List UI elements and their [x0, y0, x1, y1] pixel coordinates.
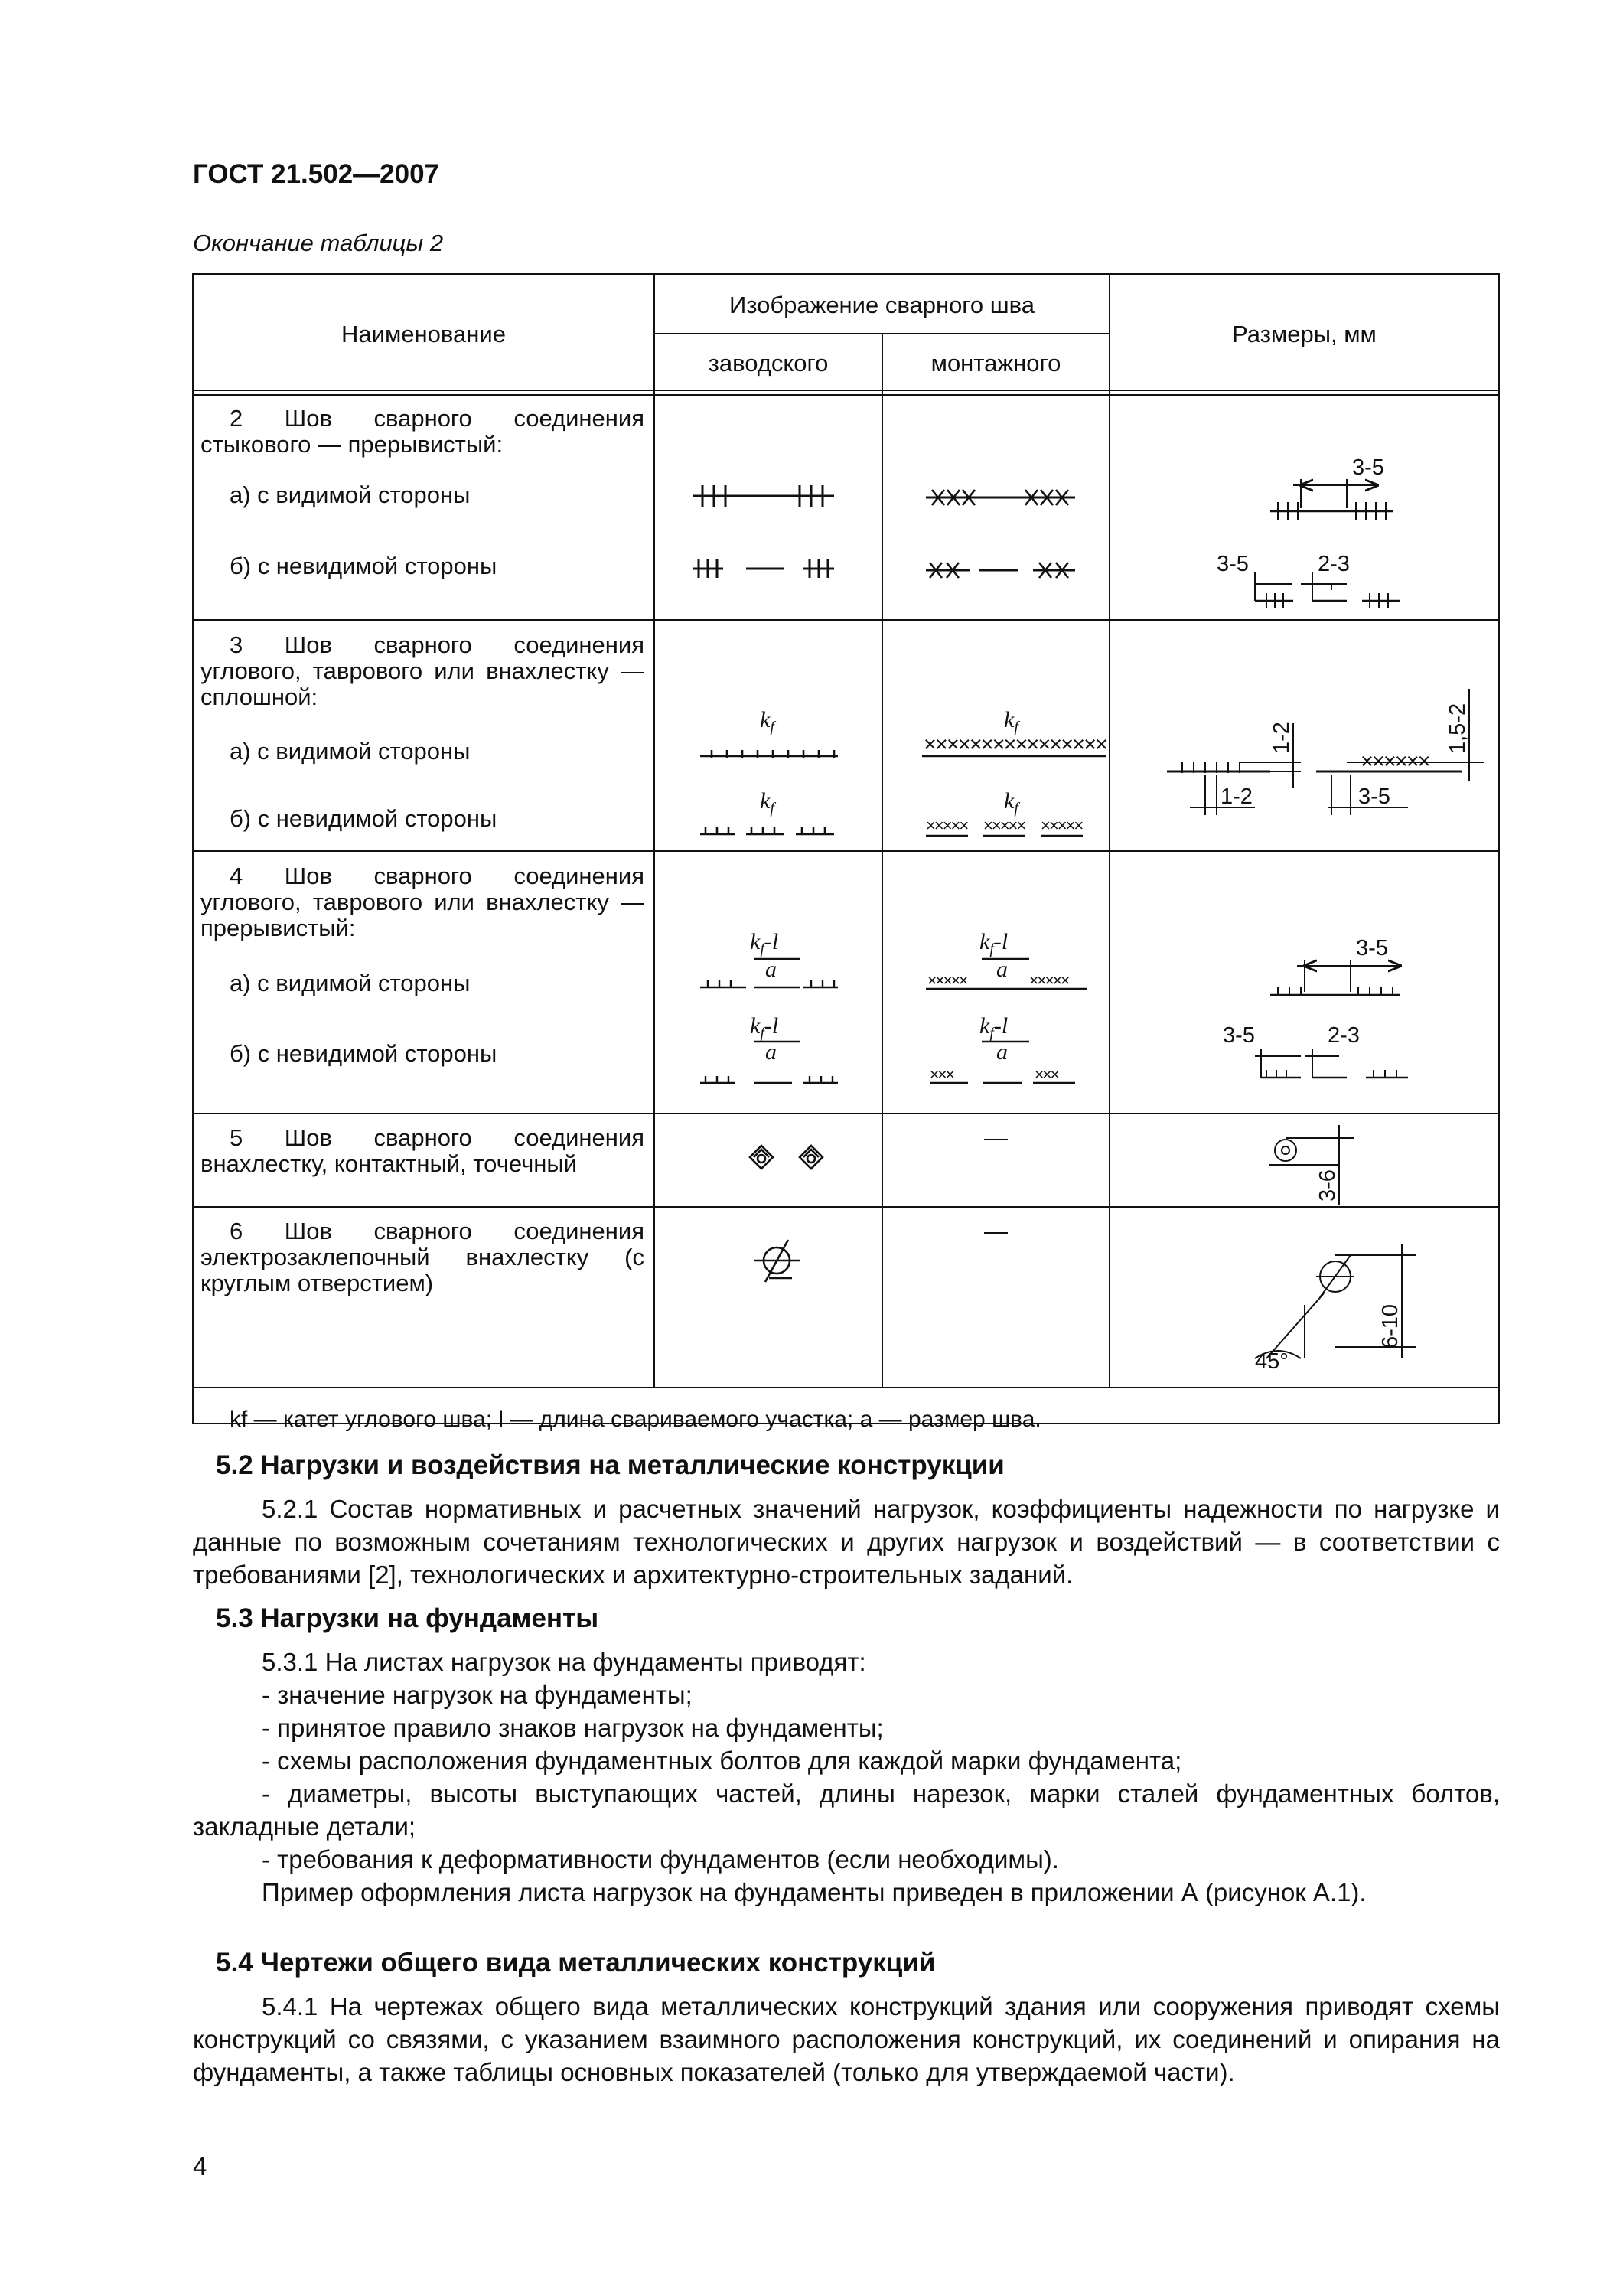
row6-mounting: — — [984, 1218, 1008, 1244]
r4-dim-1: 3-5 — [1223, 1023, 1255, 1048]
r6-dim-1: 45° — [1255, 1349, 1289, 1374]
row3-b: б) с невидимой стороны — [230, 805, 497, 832]
r3-kf-factory-b: $k_f$ — [760, 788, 774, 817]
r4-a-factory-a: a — [765, 957, 777, 982]
list-item: - принятое правило знаков нагрузок на фундаменты; — [262, 1714, 884, 1742]
r3-dim-3: 3-5 — [1358, 784, 1390, 809]
row4-b: б) с невидимой стороны — [230, 1040, 497, 1067]
row6-title: 6 Шов сварного соединения электрозаклепочный внахлестку (с круглым отверстием) — [200, 1218, 644, 1296]
row2-dim-labels — [1217, 455, 1384, 576]
list-item: - диаметры, высоты выступающих частей, длины нарезок, марки сталей фундаментных болтов, закладные детали; — [193, 1779, 1500, 1841]
r3-dim-1: 1,5-2 — [1445, 703, 1470, 754]
row4-dims — [1255, 960, 1408, 1078]
svg-text:×××××: ××××× — [983, 816, 1025, 835]
row3-dims — [1167, 689, 1484, 815]
document-header: ГОСТ 21.502—2007 — [193, 159, 440, 189]
r2-dim-2: 2-3 — [1318, 552, 1350, 576]
section-5-2-title: 5.2 Нагрузки и воздействия на металлические конструкции — [216, 1450, 1005, 1480]
svg-text:×××××: ××××× — [926, 816, 968, 835]
table-footnote: kf — катет углового шва; l — длина свариваемого участка; a — размер шва. — [230, 1407, 1041, 1432]
r3-dim-xs: ×××××× — [1361, 749, 1429, 774]
row4-kf-fractions — [750, 929, 1008, 1065]
row2-b: б) с невидимой стороны — [230, 553, 497, 579]
section-5-4-title: 5.4 Чертежи общего вида металлических конструкций — [216, 1948, 936, 1978]
list-item: - требования к деформативности фундаментов (если необходимы). — [262, 1845, 1059, 1874]
col-image-header: Изображение сварного шва — [728, 292, 1035, 318]
r3-kf-labels — [760, 707, 1020, 817]
r4-a-factory-b: a — [765, 1039, 777, 1065]
paragraph-5-4-1: 5.4.1 На чертежах общего вида металлических конструкций здания или сооружения приводят схемы конструкций со связями, с указанием взаимного расположения конструкций, их соединений и опирания на фундаменты, а также таблицы основных показателей (только для утверждаемой части). — [193, 1992, 1500, 2086]
r4-frac-mount-a: $k_f-l$ — [979, 929, 1009, 957]
r4-frac-factory-a: $k_f-l$ — [750, 929, 779, 957]
paragraph-5-2-1: 5.2.1 Состав нормативных и расчетных значений нагрузок, коэффициенты надежности по нагрузке и данные по возможным сочетаниям технологических и других нагрузок и воздействий — в соответствии с требованиями [2], технологических и архитектурно-строительных заданий. — [193, 1495, 1500, 1589]
row5-dims — [1269, 1125, 1354, 1205]
r3-dim-2: 1-2 — [1221, 784, 1253, 809]
row2-a: а) с видимой стороны — [230, 481, 471, 508]
r4-a-mount-a: a — [996, 957, 1008, 982]
svg-text:×××: ××× — [930, 1066, 953, 1084]
row6-dim-labels — [1255, 1304, 1403, 1374]
r6-dim-0: 6-10 — [1378, 1303, 1403, 1349]
svg-text:×××××: ××××× — [1029, 972, 1069, 990]
row5-spot-symbols — [750, 1146, 823, 1169]
r4-dim-0: 3-5 — [1356, 936, 1388, 960]
r2-dim-1: 3-5 — [1217, 552, 1249, 576]
svg-text:×××: ××× — [1035, 1066, 1058, 1084]
r3-dim-0: 1-2 — [1269, 722, 1294, 754]
r4-dim-2: 2-3 — [1328, 1023, 1360, 1048]
row3-title: 3 Шов сварного соединения углового, таврового или внахлестку — сплошной: — [200, 631, 644, 710]
r4-a-mount-b: a — [996, 1039, 1008, 1065]
col-name-header: Наименование — [341, 321, 506, 347]
row2-symbols — [693, 485, 1075, 578]
paragraph-5-3-1-example: Пример оформления листа нагрузок на фундаменты приведен в приложении А (рисунок А.1). — [262, 1878, 1367, 1906]
paragraph-5-3-1: 5.3.1 На листах нагрузок на фундаменты приводят: — [262, 1648, 866, 1676]
svg-text:×××××: ××××× — [927, 972, 967, 990]
r4-frac-factory-b: $k_f-l$ — [750, 1013, 779, 1042]
col-factory-header: заводского — [708, 350, 829, 377]
section-5-3-title: 5.3 Нагрузки на фундаменты — [216, 1603, 599, 1633]
row2-dims — [1255, 479, 1400, 608]
row5-mounting: — — [984, 1124, 1008, 1151]
col-sizes-header: Размеры, мм — [1232, 321, 1377, 347]
table-caption: Окончание таблицы 2 — [193, 230, 444, 256]
row3-dim-labels — [1221, 703, 1470, 809]
r3-kf-factory-a: $k_f$ — [760, 707, 774, 735]
r5-dim-0: 3-6 — [1315, 1169, 1340, 1202]
row6-rivet-symbols — [754, 1240, 800, 1282]
page-number: 4 — [193, 2152, 207, 2180]
r3-kf-mount-b: $k_f$ — [1004, 788, 1018, 817]
row4-a: а) с видимой стороны — [230, 970, 471, 996]
svg-text:×××××: ××××× — [1041, 816, 1083, 835]
r3-kf-mount-a: $k_f$ — [1004, 707, 1018, 735]
row3-a: а) с видимой стороны — [230, 738, 471, 765]
r3-mount-xs-broken — [926, 816, 1083, 835]
r3-mount-xs-line: ×××××××××××××××× — [924, 732, 1106, 757]
row4-title: 4 Шов сварного соединения углового, таврового или внахлестку — прерывистый: — [200, 863, 644, 941]
r4-frac-mount-b: $k_f-l$ — [979, 1013, 1009, 1042]
list-item: - значение нагрузок на фундаменты; — [262, 1681, 693, 1709]
r2-dim-0: 3-5 — [1352, 455, 1384, 480]
list-item: - схемы расположения фундаментных болтов для каждой марки фундамента; — [262, 1746, 1182, 1775]
row2-title: 2 Шов сварного соединения стыкового — прерывистый: — [200, 405, 644, 458]
row5-title: 5 Шов сварного соединения внахлестку, контактный, точечный — [200, 1124, 644, 1177]
col-mounting-header: монтажного — [930, 350, 1061, 377]
